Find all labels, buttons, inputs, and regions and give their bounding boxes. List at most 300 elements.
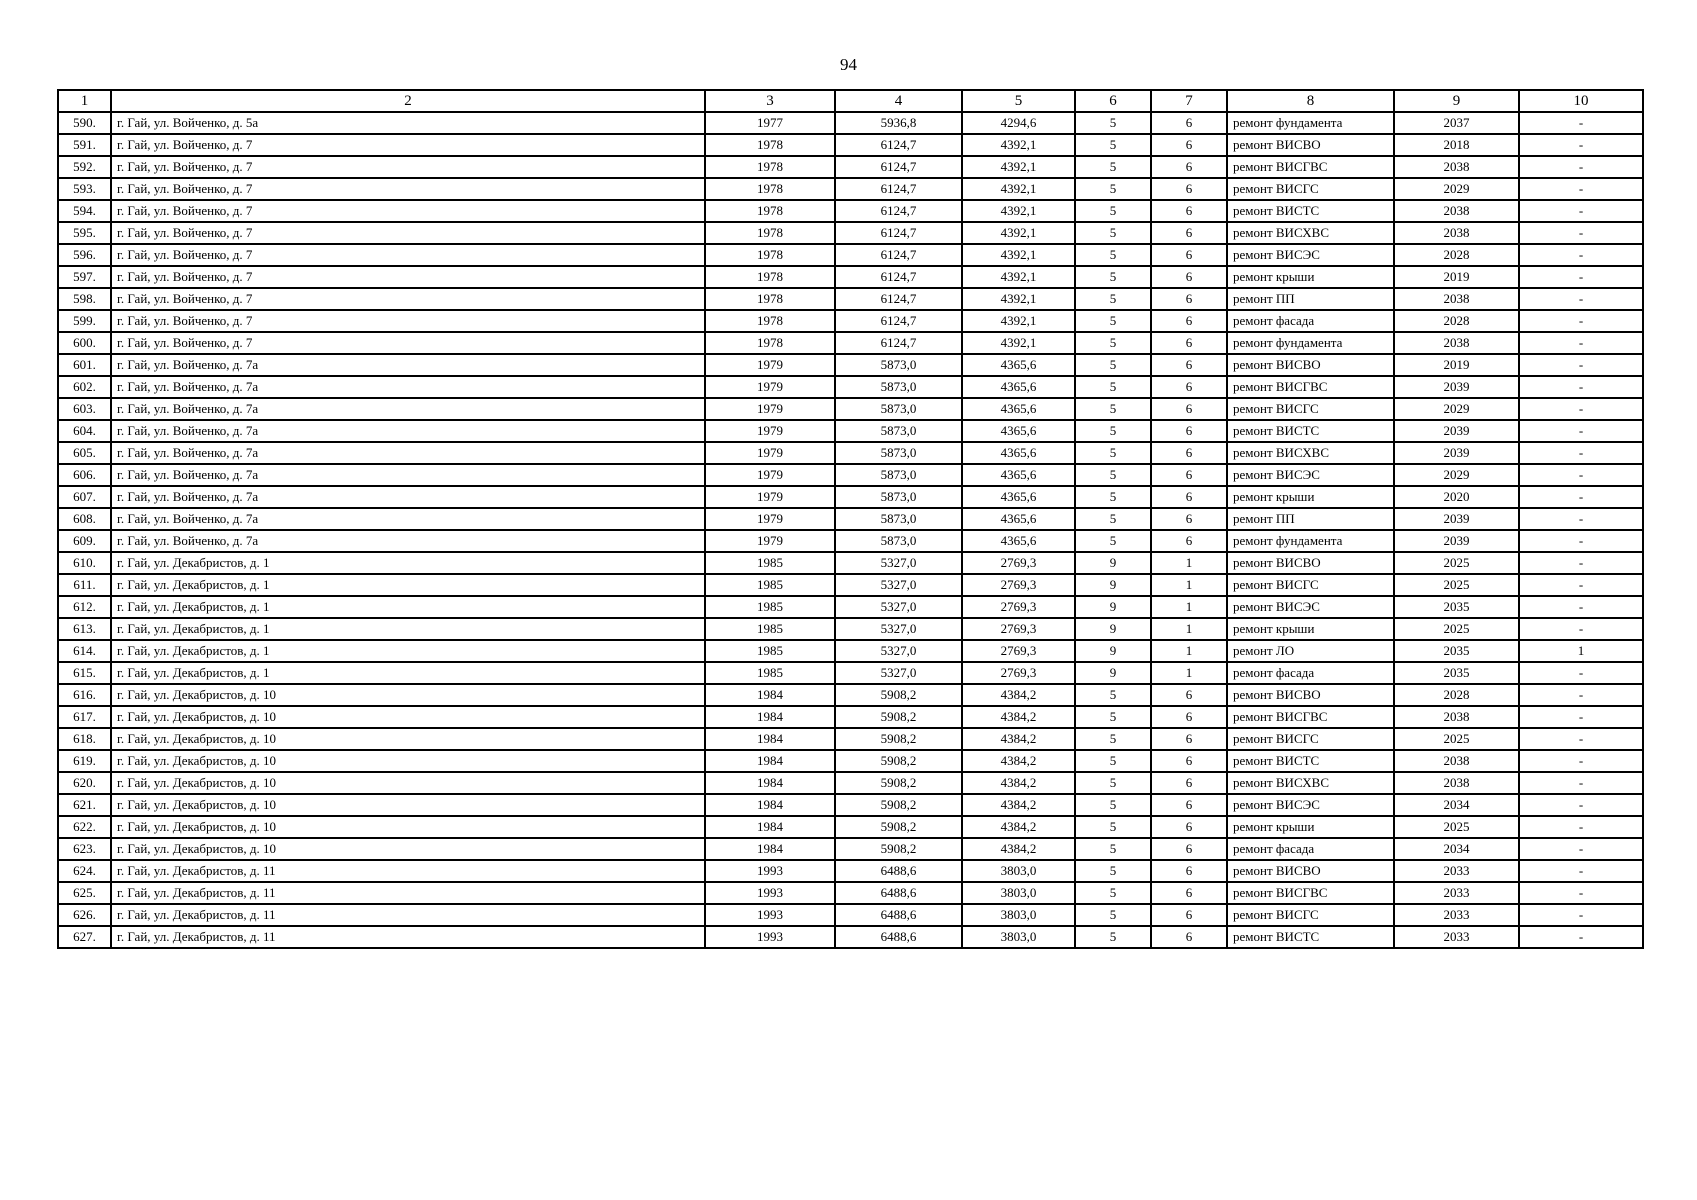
elevators-cell: -: [1519, 508, 1643, 530]
header-col-9: 9: [1394, 90, 1519, 112]
address-cell: г. Гай, ул. Войченко, д. 7а: [111, 530, 705, 552]
address-cell: г. Гай, ул. Декабристов, д. 11: [111, 882, 705, 904]
total-area-cell: 6124,7: [835, 222, 962, 244]
table-row: [58, 310, 1643, 332]
header-col-8: 8: [1227, 90, 1394, 112]
entrances-cell: 6: [1151, 288, 1227, 310]
floors-cell: 9: [1075, 596, 1151, 618]
planned-year-cell: 2029: [1394, 178, 1519, 200]
table-row: [58, 222, 1643, 244]
living-area-cell: 4392,1: [962, 310, 1075, 332]
floors-cell: 5: [1075, 838, 1151, 860]
address-cell: г. Гай, ул. Декабристов, д. 11: [111, 926, 705, 948]
living-area-cell: 2769,3: [962, 552, 1075, 574]
table-row: [58, 662, 1643, 684]
floors-cell: 9: [1075, 662, 1151, 684]
elevators-cell: -: [1519, 552, 1643, 574]
planned-year-cell: 2019: [1394, 354, 1519, 376]
work-type-cell: ремонт ВИСГВС: [1227, 882, 1394, 904]
year-cell: 1978: [705, 178, 835, 200]
work-type-cell: ремонт ВИСЭС: [1227, 244, 1394, 266]
elevators-cell: -: [1519, 200, 1643, 222]
total-area-cell: 5327,0: [835, 662, 962, 684]
work-type-cell: ремонт ВИСВО: [1227, 354, 1394, 376]
planned-year-cell: 2039: [1394, 442, 1519, 464]
work-type-cell: ремонт ВИСХВС: [1227, 222, 1394, 244]
floors-cell: 5: [1075, 178, 1151, 200]
table-row: [58, 486, 1643, 508]
entrances-cell: 6: [1151, 728, 1227, 750]
address-cell: г. Гай, ул. Войченко, д. 7: [111, 156, 705, 178]
total-area-cell: 5873,0: [835, 354, 962, 376]
planned-year-cell: 2025: [1394, 816, 1519, 838]
row-number-cell: 607.: [58, 486, 111, 508]
table-row: [58, 332, 1643, 354]
planned-year-cell: 2028: [1394, 310, 1519, 332]
total-area-cell: 5873,0: [835, 420, 962, 442]
total-area-cell: 5936,8: [835, 112, 962, 134]
total-area-cell: 5327,0: [835, 618, 962, 640]
elevators-cell: -: [1519, 926, 1643, 948]
year-cell: 1979: [705, 376, 835, 398]
row-number-cell: 594.: [58, 200, 111, 222]
entrances-cell: 6: [1151, 508, 1227, 530]
elevators-cell: -: [1519, 750, 1643, 772]
living-area-cell: 4365,6: [962, 508, 1075, 530]
row-number-cell: 604.: [58, 420, 111, 442]
living-area-cell: 4392,1: [962, 332, 1075, 354]
entrances-cell: 1: [1151, 640, 1227, 662]
year-cell: 1979: [705, 464, 835, 486]
living-area-cell: 4384,2: [962, 772, 1075, 794]
address-cell: г. Гай, ул. Декабристов, д. 1: [111, 552, 705, 574]
table-row: [58, 398, 1643, 420]
living-area-cell: 4384,2: [962, 816, 1075, 838]
row-number-cell: 593.: [58, 178, 111, 200]
header-col-6: 6: [1075, 90, 1151, 112]
entrances-cell: 6: [1151, 486, 1227, 508]
living-area-cell: 4365,6: [962, 486, 1075, 508]
table-row: [58, 618, 1643, 640]
planned-year-cell: 2038: [1394, 706, 1519, 728]
planned-year-cell: 2025: [1394, 728, 1519, 750]
planned-year-cell: 2039: [1394, 376, 1519, 398]
address-cell: г. Гай, ул. Войченко, д. 7: [111, 332, 705, 354]
header-col-10: 10: [1519, 90, 1643, 112]
floors-cell: 5: [1075, 684, 1151, 706]
address-cell: г. Гай, ул. Войченко, д. 7: [111, 310, 705, 332]
year-cell: 1985: [705, 552, 835, 574]
row-number-cell: 609.: [58, 530, 111, 552]
year-cell: 1977: [705, 112, 835, 134]
address-cell: г. Гай, ул. Войченко, д. 7а: [111, 486, 705, 508]
planned-year-cell: 2038: [1394, 222, 1519, 244]
table-row: [58, 530, 1643, 552]
elevators-cell: -: [1519, 816, 1643, 838]
header-col-4: 4: [835, 90, 962, 112]
floors-cell: 5: [1075, 816, 1151, 838]
address-cell: г. Гай, ул. Войченко, д. 7: [111, 266, 705, 288]
address-cell: г. Гай, ул. Декабристов, д. 10: [111, 838, 705, 860]
entrances-cell: 6: [1151, 420, 1227, 442]
table-row: [58, 464, 1643, 486]
row-number-cell: 621.: [58, 794, 111, 816]
planned-year-cell: 2018: [1394, 134, 1519, 156]
address-cell: г. Гай, ул. Войченко, д. 5а: [111, 112, 705, 134]
table-row: [58, 750, 1643, 772]
planned-year-cell: 2033: [1394, 882, 1519, 904]
planned-year-cell: 2038: [1394, 156, 1519, 178]
work-type-cell: ремонт фасада: [1227, 662, 1394, 684]
floors-cell: 5: [1075, 332, 1151, 354]
table-row: [58, 178, 1643, 200]
floors-cell: 5: [1075, 134, 1151, 156]
year-cell: 1993: [705, 882, 835, 904]
row-number-cell: 606.: [58, 464, 111, 486]
work-type-cell: ремонт фундамента: [1227, 530, 1394, 552]
total-area-cell: 5908,2: [835, 838, 962, 860]
living-area-cell: 4392,1: [962, 134, 1075, 156]
living-area-cell: 2769,3: [962, 618, 1075, 640]
work-type-cell: ремонт ВИСХВС: [1227, 442, 1394, 464]
entrances-cell: 6: [1151, 442, 1227, 464]
total-area-cell: 5908,2: [835, 706, 962, 728]
floors-cell: 5: [1075, 772, 1151, 794]
total-area-cell: 6124,7: [835, 288, 962, 310]
entrances-cell: 6: [1151, 310, 1227, 332]
row-number-cell: 626.: [58, 904, 111, 926]
floors-cell: 5: [1075, 420, 1151, 442]
address-cell: г. Гай, ул. Войченко, д. 7а: [111, 376, 705, 398]
floors-cell: 5: [1075, 860, 1151, 882]
floors-cell: 5: [1075, 904, 1151, 926]
year-cell: 1979: [705, 398, 835, 420]
floors-cell: 5: [1075, 794, 1151, 816]
floors-cell: 5: [1075, 310, 1151, 332]
total-area-cell: 5327,0: [835, 552, 962, 574]
planned-year-cell: 2038: [1394, 332, 1519, 354]
living-area-cell: 4365,6: [962, 376, 1075, 398]
living-area-cell: 4392,1: [962, 266, 1075, 288]
entrances-cell: 6: [1151, 464, 1227, 486]
entrances-cell: 6: [1151, 244, 1227, 266]
living-area-cell: 4384,2: [962, 794, 1075, 816]
living-area-cell: 3803,0: [962, 926, 1075, 948]
floors-cell: 5: [1075, 156, 1151, 178]
floors-cell: 5: [1075, 486, 1151, 508]
table-row: [58, 882, 1643, 904]
total-area-cell: 5908,2: [835, 684, 962, 706]
year-cell: 1984: [705, 750, 835, 772]
year-cell: 1979: [705, 420, 835, 442]
total-area-cell: 5327,0: [835, 596, 962, 618]
row-number-cell: 595.: [58, 222, 111, 244]
entrances-cell: 6: [1151, 398, 1227, 420]
planned-year-cell: 2028: [1394, 684, 1519, 706]
living-area-cell: 4365,6: [962, 464, 1075, 486]
work-type-cell: ремонт ВИСГВС: [1227, 706, 1394, 728]
total-area-cell: 5873,0: [835, 398, 962, 420]
row-number-cell: 618.: [58, 728, 111, 750]
living-area-cell: 2769,3: [962, 574, 1075, 596]
entrances-cell: 6: [1151, 354, 1227, 376]
row-number-cell: 598.: [58, 288, 111, 310]
total-area-cell: 5873,0: [835, 376, 962, 398]
floors-cell: 5: [1075, 464, 1151, 486]
year-cell: 1979: [705, 442, 835, 464]
entrances-cell: 1: [1151, 662, 1227, 684]
entrances-cell: 6: [1151, 332, 1227, 354]
work-type-cell: ремонт фундамента: [1227, 332, 1394, 354]
planned-year-cell: 2033: [1394, 904, 1519, 926]
table-header-row: [58, 90, 1643, 112]
planned-year-cell: 2029: [1394, 464, 1519, 486]
floors-cell: 5: [1075, 750, 1151, 772]
living-area-cell: 4384,2: [962, 750, 1075, 772]
year-cell: 1979: [705, 354, 835, 376]
table-row: [58, 244, 1643, 266]
row-number-cell: 599.: [58, 310, 111, 332]
row-number-cell: 615.: [58, 662, 111, 684]
year-cell: 1985: [705, 618, 835, 640]
work-type-cell: ремонт фасада: [1227, 310, 1394, 332]
total-area-cell: 5873,0: [835, 508, 962, 530]
living-area-cell: 4294,6: [962, 112, 1075, 134]
total-area-cell: 6124,7: [835, 156, 962, 178]
address-cell: г. Гай, ул. Декабристов, д. 11: [111, 860, 705, 882]
address-cell: г. Гай, ул. Войченко, д. 7а: [111, 442, 705, 464]
total-area-cell: 5873,0: [835, 530, 962, 552]
row-number-cell: 612.: [58, 596, 111, 618]
table-row: [58, 288, 1643, 310]
elevators-cell: -: [1519, 244, 1643, 266]
year-cell: 1979: [705, 486, 835, 508]
planned-year-cell: 2038: [1394, 772, 1519, 794]
work-type-cell: ремонт ВИСТС: [1227, 200, 1394, 222]
total-area-cell: 5873,0: [835, 486, 962, 508]
planned-year-cell: 2035: [1394, 596, 1519, 618]
table-row: [58, 156, 1643, 178]
elevators-cell: -: [1519, 310, 1643, 332]
floors-cell: 5: [1075, 376, 1151, 398]
table-row: [58, 640, 1643, 662]
row-number-cell: 627.: [58, 926, 111, 948]
year-cell: 1978: [705, 222, 835, 244]
address-cell: г. Гай, ул. Декабристов, д. 10: [111, 750, 705, 772]
address-cell: г. Гай, ул. Декабристов, д. 10: [111, 794, 705, 816]
floors-cell: 5: [1075, 266, 1151, 288]
work-type-cell: ремонт ВИСГС: [1227, 398, 1394, 420]
row-number-cell: 622.: [58, 816, 111, 838]
living-area-cell: 4392,1: [962, 288, 1075, 310]
table-row: [58, 442, 1643, 464]
living-area-cell: 4392,1: [962, 222, 1075, 244]
living-area-cell: 4365,6: [962, 398, 1075, 420]
floors-cell: 5: [1075, 706, 1151, 728]
table-row: [58, 112, 1643, 134]
entrances-cell: 6: [1151, 684, 1227, 706]
row-number-cell: 614.: [58, 640, 111, 662]
year-cell: 1993: [705, 860, 835, 882]
work-type-cell: ремонт ВИСТС: [1227, 420, 1394, 442]
planned-year-cell: 2038: [1394, 750, 1519, 772]
page-number: 94: [840, 55, 857, 74]
table-row: [58, 860, 1643, 882]
total-area-cell: 6124,7: [835, 178, 962, 200]
entrances-cell: 6: [1151, 794, 1227, 816]
planned-year-cell: 2038: [1394, 288, 1519, 310]
elevators-cell: -: [1519, 706, 1643, 728]
living-area-cell: 4365,6: [962, 354, 1075, 376]
elevators-cell: -: [1519, 838, 1643, 860]
work-type-cell: ремонт крыши: [1227, 816, 1394, 838]
work-type-cell: ремонт ВИСЭС: [1227, 464, 1394, 486]
table-row: [58, 904, 1643, 926]
total-area-cell: 6124,7: [835, 244, 962, 266]
year-cell: 1978: [705, 310, 835, 332]
row-number-cell: 597.: [58, 266, 111, 288]
table-row: [58, 134, 1643, 156]
work-type-cell: ремонт ВИСГС: [1227, 728, 1394, 750]
total-area-cell: 6488,6: [835, 882, 962, 904]
elevators-cell: -: [1519, 662, 1643, 684]
work-type-cell: ремонт фасада: [1227, 838, 1394, 860]
table-row: [58, 200, 1643, 222]
work-type-cell: ремонт ВИСГС: [1227, 904, 1394, 926]
living-area-cell: 2769,3: [962, 640, 1075, 662]
living-area-cell: 3803,0: [962, 860, 1075, 882]
address-cell: г. Гай, ул. Войченко, д. 7а: [111, 508, 705, 530]
year-cell: 1984: [705, 838, 835, 860]
living-area-cell: 4392,1: [962, 178, 1075, 200]
year-cell: 1985: [705, 574, 835, 596]
floors-cell: 5: [1075, 244, 1151, 266]
elevators-cell: -: [1519, 354, 1643, 376]
header-col-7: 7: [1151, 90, 1227, 112]
entrances-cell: 1: [1151, 618, 1227, 640]
table-row: [58, 376, 1643, 398]
total-area-cell: 6124,7: [835, 134, 962, 156]
entrances-cell: 6: [1151, 530, 1227, 552]
address-cell: г. Гай, ул. Войченко, д. 7: [111, 134, 705, 156]
address-cell: г. Гай, ул. Войченко, д. 7а: [111, 464, 705, 486]
row-number-cell: 611.: [58, 574, 111, 596]
table-row: [58, 596, 1643, 618]
entrances-cell: 6: [1151, 860, 1227, 882]
entrances-cell: 6: [1151, 376, 1227, 398]
table-row: [58, 574, 1643, 596]
elevators-cell: -: [1519, 222, 1643, 244]
planned-year-cell: 2034: [1394, 838, 1519, 860]
elevators-cell: -: [1519, 596, 1643, 618]
elevators-cell: 1: [1519, 640, 1643, 662]
address-cell: г. Гай, ул. Декабристов, д. 10: [111, 772, 705, 794]
work-type-cell: ремонт ЛО: [1227, 640, 1394, 662]
row-number-cell: 592.: [58, 156, 111, 178]
address-cell: г. Гай, ул. Войченко, д. 7а: [111, 398, 705, 420]
year-cell: 1978: [705, 200, 835, 222]
year-cell: 1985: [705, 596, 835, 618]
elevators-cell: -: [1519, 530, 1643, 552]
elevators-cell: -: [1519, 442, 1643, 464]
living-area-cell: 3803,0: [962, 882, 1075, 904]
table-row: [58, 684, 1643, 706]
floors-cell: 5: [1075, 442, 1151, 464]
living-area-cell: 4384,2: [962, 706, 1075, 728]
work-type-cell: ремонт крыши: [1227, 486, 1394, 508]
row-number-cell: 601.: [58, 354, 111, 376]
work-type-cell: ремонт ВИСТС: [1227, 750, 1394, 772]
address-cell: г. Гай, ул. Декабристов, д. 10: [111, 728, 705, 750]
row-number-cell: 600.: [58, 332, 111, 354]
entrances-cell: 6: [1151, 816, 1227, 838]
planned-year-cell: 2037: [1394, 112, 1519, 134]
entrances-cell: 6: [1151, 178, 1227, 200]
address-cell: г. Гай, ул. Войченко, д. 7: [111, 222, 705, 244]
elevators-cell: -: [1519, 728, 1643, 750]
entrances-cell: 1: [1151, 596, 1227, 618]
year-cell: 1985: [705, 640, 835, 662]
table-row: [58, 354, 1643, 376]
entrances-cell: 6: [1151, 134, 1227, 156]
total-area-cell: 6488,6: [835, 926, 962, 948]
address-cell: г. Гай, ул. Войченко, д. 7: [111, 178, 705, 200]
floors-cell: 5: [1075, 926, 1151, 948]
year-cell: 1979: [705, 530, 835, 552]
planned-year-cell: 2038: [1394, 200, 1519, 222]
table-row: [58, 728, 1643, 750]
planned-year-cell: 2039: [1394, 508, 1519, 530]
total-area-cell: 6124,7: [835, 310, 962, 332]
entrances-cell: 6: [1151, 750, 1227, 772]
address-cell: г. Гай, ул. Декабристов, д. 1: [111, 574, 705, 596]
year-cell: 1978: [705, 266, 835, 288]
planned-year-cell: 2028: [1394, 244, 1519, 266]
elevators-cell: -: [1519, 420, 1643, 442]
living-area-cell: 2769,3: [962, 662, 1075, 684]
address-cell: г. Гай, ул. Войченко, д. 7: [111, 244, 705, 266]
row-number-cell: 596.: [58, 244, 111, 266]
floors-cell: 9: [1075, 574, 1151, 596]
planned-year-cell: 2033: [1394, 926, 1519, 948]
address-cell: г. Гай, ул. Войченко, д. 7а: [111, 354, 705, 376]
work-type-cell: ремонт крыши: [1227, 266, 1394, 288]
total-area-cell: 6124,7: [835, 200, 962, 222]
address-cell: г. Гай, ул. Войченко, д. 7: [111, 200, 705, 222]
floors-cell: 9: [1075, 640, 1151, 662]
total-area-cell: 5327,0: [835, 640, 962, 662]
row-number-cell: 623.: [58, 838, 111, 860]
elevators-cell: -: [1519, 486, 1643, 508]
address-cell: г. Гай, ул. Декабристов, д. 1: [111, 618, 705, 640]
elevators-cell: -: [1519, 376, 1643, 398]
row-number-cell: 616.: [58, 684, 111, 706]
elevators-cell: -: [1519, 134, 1643, 156]
planned-year-cell: 2034: [1394, 794, 1519, 816]
floors-cell: 5: [1075, 288, 1151, 310]
row-number-cell: 624.: [58, 860, 111, 882]
living-area-cell: 4365,6: [962, 530, 1075, 552]
row-number-cell: 605.: [58, 442, 111, 464]
total-area-cell: 5873,0: [835, 442, 962, 464]
year-cell: 1993: [705, 904, 835, 926]
elevators-cell: -: [1519, 904, 1643, 926]
row-number-cell: 603.: [58, 398, 111, 420]
table-row: [58, 706, 1643, 728]
repair-schedule-table: [57, 89, 1644, 949]
year-cell: 1978: [705, 156, 835, 178]
row-number-cell: 608.: [58, 508, 111, 530]
